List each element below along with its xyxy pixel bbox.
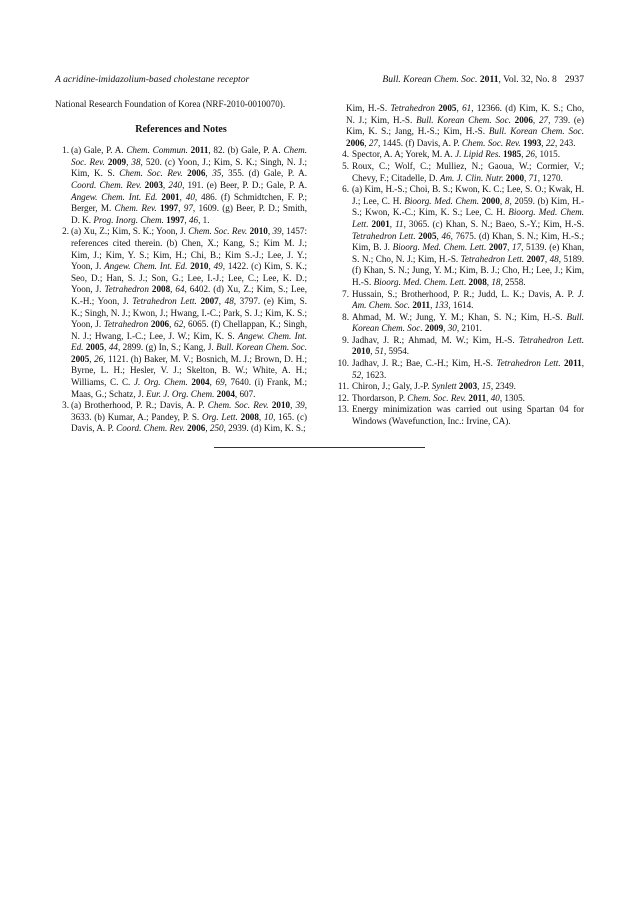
reference-item: 12. Thordarson, P. Chem. Soc. Rev. 2011, 40, 1305. [337, 392, 525, 403]
journal-volume: , Vol. 32, No. 8 [498, 74, 557, 85]
left-column [55, 99, 307, 435]
reference-item: 3. (a) Brotherhood, P. R.; Davis, A. P. Chem. Soc. Rev. 2010, 39, 3633. (b) Kumar, A.; Pandey, P. S. Org. Lett. 2008, 10, 165. (c) Davis, A. P. Coord. Chem. Rev. 2006, 250, 2939. (d) Kim, K. S.; [62, 400, 308, 434]
reference-item: 11. Chiron, J.; Galy, J.-P. Synlett 2003, 15, 2349. [337, 381, 516, 392]
reference-continuation: Kim, H.-S. Tetrahedron 2005, 61, 12366. (d) Kim, K. S.; Cho, N. J.; Kim, H.-S. Bull. Korean Chem. Soc. 2006, 27, 739. (e) Kim, K. S.; Jang, H.-S.; Kim, H.-S. Bull. Korean Chem. Soc. 2006, 27, 1445. (f) Davis, A. P. Chem. Soc. Rev. 1993, 22, 243. [346, 103, 585, 148]
references-heading: References and Notes [135, 123, 227, 135]
reference-list-right [330, 149, 584, 427]
reference-item: 2. (a) Xu, Z.; Kim, S. K.; Yoon, J. Chem. Soc. Rev. 2010, 39, 1457: references cited therein. (b) Chen, X.; Kang, S.; Kim M. J.; Kim, J.; Kim, Y. S.; Kim, H.; Chi, B.; Kim S.-J.; Lee, J. Y.; Yoon, J. Angew. Chem. Int. Ed. 2010, 49, 1422. (c) Kim, S. K.; Seo, D.; Han, S. J.; Son, G.; Lee, I.-J.; Lee, C.; Lee, K. D.; Yoon, J. Tetrahedron 2008, 64, 6402. (d) Xu, Z.; Kim, S.; Lee, K.-H.; Yoon, J. Tetrahedron Lett. 2007, 48, 3797. (e) Kim, S. K.; Singh, N. J.; Kwon, J.; Hwang, I.-C.; Park, S. J.; Kim, K. S.; Yoon, J. Tetrahedron 2006, 62, 6065. (f) Chellappan, K.; Singh, N. J.; Hwang, I.-C.; Lee, J. W.; Kim, K. S. Angew. Chem. Int. Ed. 2005, 44, 2899. (g) In, S.; Kang, J. Bull. Korean Chem. Soc. 2005, 26, 1121. (h) Baker, M. V.; Bosnich, M. J.; Brown, D. H.; Byrne, L. H.; Hesler, V. J.; Skelton, B. W.; White, A. H.; Williams, C. C. J. Org. Chem. 2004, 69, 7640. (i) Frank, M.; Maas, G.; Schatz, J. Eur. J. Org. Chem. 2004, 607. [62, 226, 308, 399]
end-rule [214, 447, 425, 448]
reference-item: 7. Hussain, S.; Brotherhood, P. R.; Judd, L. K.; Davis, A. P. J. Am. Chem. Soc. 2011, 133, 1614. [342, 288, 584, 311]
reference-item: 6. (a) Kim, H.-S.; Choi, B. S.; Kwon, K. C.; Lee, S. O.; Kwak, H. J.; Lee, C. H. Bioorg. Med. Chem. 2000, 8, 2059. (b) Kim, H.-S.; Kwon, K.-C.; Kim, K. S.; Lee, C. H. Bioorg. Med. Chem. Lett. 2001, 11, 3065. (c) Khan, S. N.; Baeo, S.-Y.; Kim, H.-S. Tetrahedron Lett. 2005, 46, 7675. (d) Khan, S. N.; Kim, H.-S.; Kim, B. J. Bioorg. Med. Chem. Lett. 2007, 17, 5139. (e) Khan, S. N.; Cho, N. J.; Kim, H.-S. Tetrahedron Lett. 2007, 48, 5189. (f) Khan, S. N.; Jung, Y. M.; Kim, B. J.; Cho, H.; Lee, J.; Kim, H.-S. Bioorg. Med. Chem. Lett. 2008, 18, 2558. [342, 184, 585, 287]
acknowledgment: National Research Foundation of Korea (NRF-2010-0010070). [55, 99, 286, 109]
reference-item: 9. Jadhav, J. R.; Ahmad, M. W.; Kim, H.-S. Tetrahedron Lett. 2010, 51, 5954. [342, 334, 584, 357]
right-column [330, 103, 584, 428]
journal-citation [382, 73, 584, 87]
journal-year: 2011 [479, 74, 499, 85]
running-title: A acridine-imidazolium-based cholestane receptor [55, 74, 250, 85]
journal-name: Bull. Korean Chem. Soc. [382, 74, 478, 85]
reference-item: 4. Spector, A. A; Yorek, M. A. J. Lipid Res. 1985, 26, 1015. [342, 149, 560, 160]
reference-item: 10. Jadhav, J. R.; Bae, C.-H.; Kim, H.-S. Tetrahedron Lett. 2011, 52, 1623. [337, 358, 584, 380]
reference-item: 5. Roux, C.; Wolf, C.; Mulliez, N.; Gaoua, W.; Cormier, V.; Chevy, F.; Citadelle, D. Am. J. Clin. Nutr. 2000, 71, 1270. [342, 160, 584, 183]
reference-list-left [55, 145, 307, 435]
reference-item: 13. Energy minimization was carried out using Spartan 04 for Windows (Wavefunction, Inc.: Irvine, CA). [337, 404, 584, 427]
reference-item: 1. (a) Gale, P. A. Chem. Commun. 2011, 82. (b) Gale, P. A. Chem. Soc. Rev. 2009, 38, 520. (c) Yoon, J.; Kim, S. K.; Singh, N. J.; Kim, K. S. Chem. Soc. Rev. 2006, 35, 355. (d) Gale, P. A. Coord. Chem. Rev. 2003, 240, 191. (e) Beer, P. D.; Gale, P. A. Angew. Chem. Int. Ed. 2001, 40, 486. (f) Schmidtchen, F. P.; Berger, M. Chem. Rev. 1997, 97, 1609. (g) Beer, P. D.; Smith, D. K. Prog. Inorg. Chem. 1997, 46, 1. [62, 145, 308, 225]
reference-item: 8. Ahmad, M. W.; Jung, Y. M.; Khan, S. N.; Kim, H.-S. Bull. Korean Chem. Soc. 2009, 30, 2101. [342, 311, 584, 334]
running-header [55, 73, 584, 87]
page-number: 2937 [564, 74, 584, 85]
